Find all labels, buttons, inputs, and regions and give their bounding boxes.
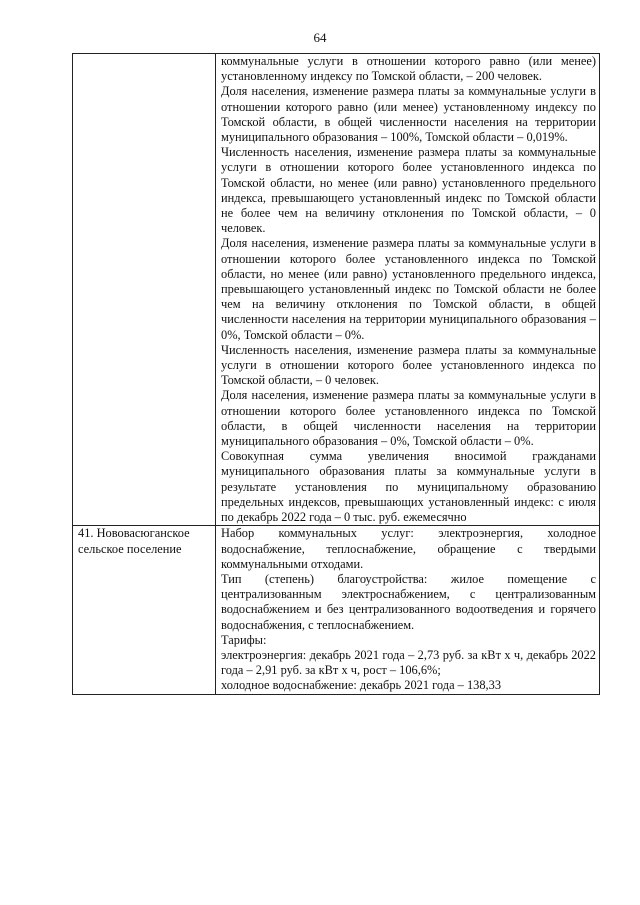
paragraph: Численность населения, изменение размера платы за коммунальные услуги в отношении которого более установленного индекса по Томской области, – 0 человек. [221,342,596,388]
page-number: 64 [313,30,327,45]
table-row [73,54,600,526]
paragraph: холодное водоснабжение: декабрь 2021 года – 138,33 [221,678,502,693]
municipality-name: 41. Нововасюганское сельское поселение [78,526,190,556]
paragraph: Тип (степень) благоустройства: жилое помещение с централизованным электроснабжением, с централизованным водоснабжением и без централизованного водоотведения и горячего водоснабжения, с теплоснабжением. [221,571,596,632]
paragraph: Набор коммунальных услуг: электроэнергия, холодное водоснабжение, теплоснабжение, обращение с твердыми коммунальными отходами. [221,526,596,571]
description-cell [216,526,600,694]
municipality-table [72,53,600,695]
paragraph: коммунальные услуги в отношении которого равно (или менее) установленному индексу по Томской области, – 200 человек. [221,54,596,84]
paragraph: Численность населения, изменение размера платы за коммунальные услуги в отношении которого более установленного индекса по Томской области, но менее (или равно) установленного предельного индекса, превышающего установленный индекс по Томской области не более чем на величину отклонения по Томской области, – 0 человек. [221,145,596,236]
paragraph: Доля населения, изменение размера платы за коммунальные услуги в отношении которого более установленного индекса по Томской области, в общей численности населения на территории муниципального образования – 0%, Томской области – 0%. [221,388,596,449]
paragraph: Совокупная сумма увеличения вносимой гражданами муниципального образования платы за коммунальные услуги в результате установления по муниципальному образованию предельных индексов, превышающих установленный индекс: с июля по декабрь 2022 года – 0 тыс. руб. ежемесячно [221,449,596,525]
paragraph: Тарифы: [221,632,267,647]
paragraph: Доля населения, изменение размера платы за коммунальные услуги в отношении которого равно (или менее) установленному индексу по Томской области, в общей численности населения на территории муниципального образования – 100%, Томской области – 0,019%. [221,84,596,145]
description-cell [216,54,600,526]
paragraph: Доля населения, изменение размера платы за коммунальные услуги в отношении которого более установленного индекса по Томской области, но менее (или равно) установленного предельного индекса, превышающего установленный индекс по Томской области не более чем на величину отклонения по Томской области, в общей численности населения на территории муниципального образования – 0%, Томской области – 0%. [221,236,596,342]
table-row [73,526,600,694]
paragraph: электроэнергия: декабрь 2021 года – 2,73 руб. за кВт х ч, декабрь 2022 года – 2,91 руб. за кВт х ч, рост – 106,6%; [221,647,596,678]
municipality-cell [73,54,216,526]
municipality-cell [73,526,216,694]
